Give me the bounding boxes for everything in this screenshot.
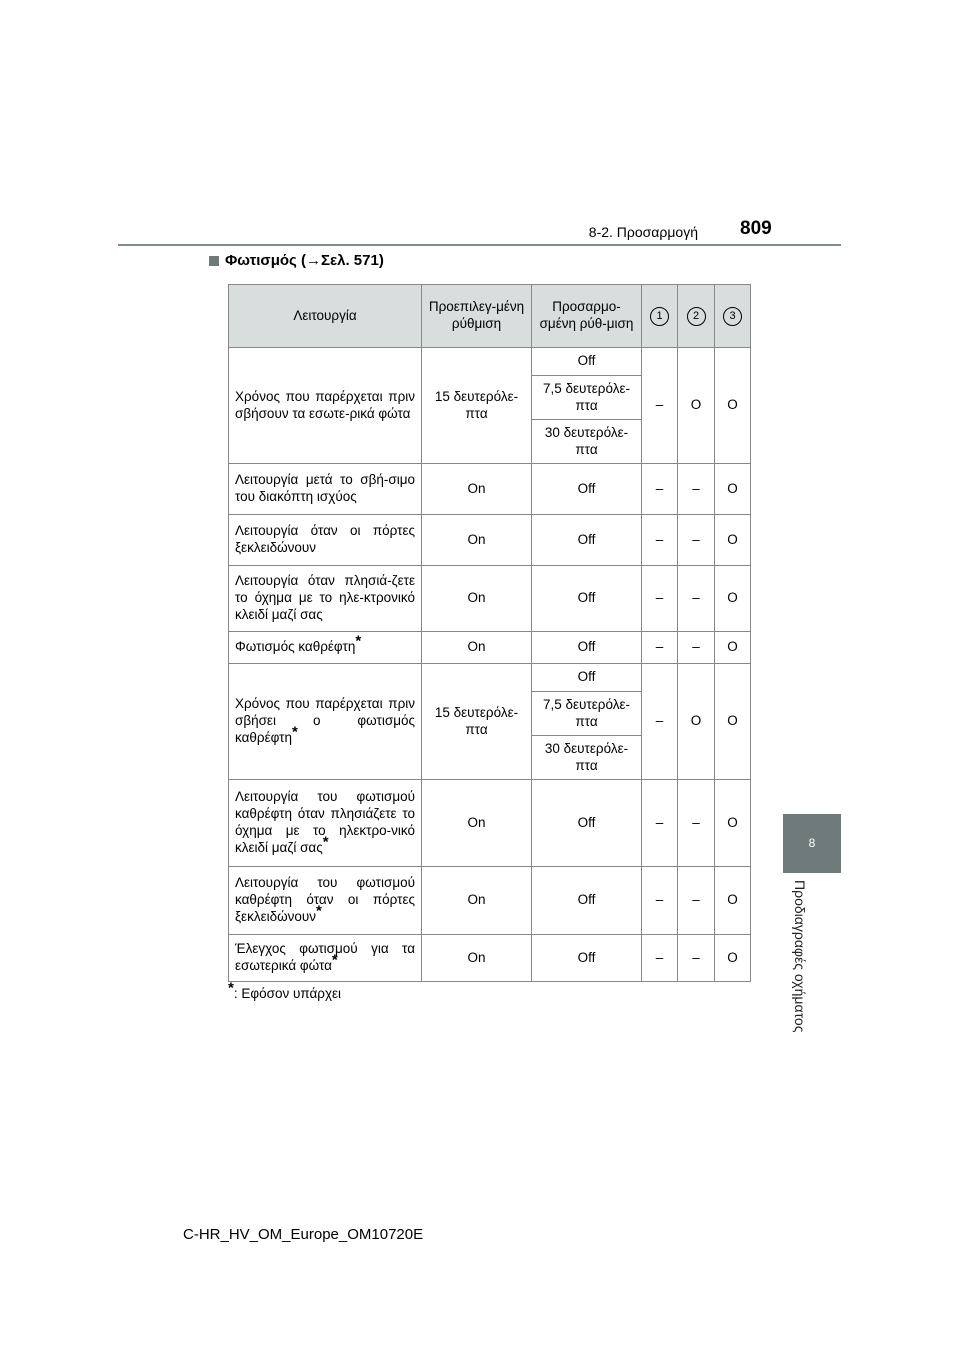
function-text: Λειτουργία του φωτισμού καθρέφτη όταν πλησιάζετε το όχημα με το ηλεκτρο-νικό κλειδί μαζί σας [235,789,415,855]
default-cell: On [422,566,532,632]
function-cell [229,780,422,867]
function-text: Έλεγχος φωτισμού για τα εσωτερικά φώτα [235,941,415,973]
table-row [229,935,751,982]
custom-cell: Off [532,515,642,566]
mark-cell-2: – [678,935,715,982]
chapter-tab: 8 [783,814,841,873]
mark-cell-2: – [678,566,715,632]
custom-cell: Off [532,632,642,664]
table-row [229,632,751,664]
table-row [229,566,751,632]
circled-number-2: 2 [687,307,706,326]
footnote-text: : Εφόσον υπάρχει [233,986,342,1001]
default-cell: On [422,515,532,566]
square-bullet-icon [209,256,219,266]
function-cell: Λειτουργία μετά το σβή-σιμο του διακόπτη ισχύος [229,464,422,515]
default-cell: 15 δευτερόλε-πτα [422,664,532,780]
function-cell [229,664,422,780]
table-row [229,515,751,566]
header-custom: Προσαρμο-σμένη ρύθ-μιση [532,285,642,348]
custom-option: Off [532,348,642,376]
custom-option: 7,5 δευτερόλε-πτα [532,376,642,420]
header-col-1 [642,285,678,348]
page-number: 809 [740,218,772,239]
mark-cell-1: – [642,780,678,867]
mark-cell-2: – [678,867,715,935]
section-title [209,252,384,269]
header-col-3 [715,285,751,348]
custom-option: 30 δευτερόλε-πτα [532,420,642,464]
custom-option: 7,5 δευτερόλε-πτα [532,692,642,736]
default-cell: On [422,867,532,935]
custom-cell: Off [532,566,642,632]
table-row [229,780,751,867]
table-row [229,348,751,376]
mark-cell-1: – [642,935,678,982]
mark-cell-3: O [715,464,751,515]
mark-cell-1: – [642,566,678,632]
mark-cell-2: – [678,632,715,664]
function-text: Φωτισμός καθρέφτη [235,639,356,655]
mark-cell-3: O [715,780,751,867]
mark-cell-3: O [715,935,751,982]
default-cell: On [422,632,532,664]
custom-cell: Off [532,780,642,867]
default-cell: On [422,464,532,515]
header-col-2 [678,285,715,348]
document-id: C-HR_HV_OM_Europe_OM10720E [183,1226,424,1243]
custom-cell: Off [532,935,642,982]
header-function: Λειτουργία [229,285,422,348]
mark-cell-2: O [678,664,715,780]
mark-cell-1: – [642,515,678,566]
mark-cell-3: O [715,867,751,935]
custom-cell: Off [532,464,642,515]
footnote-star: * [316,902,322,920]
mark-cell-3: O [715,664,751,780]
function-text: Χρόνος που παρέρχεται πριν σβήσει ο φωτισμός καθρέφτη [235,696,415,745]
mark-cell-1: – [642,464,678,515]
mark-cell-2: – [678,780,715,867]
table-row [229,867,751,935]
function-cell: Λειτουργία όταν πλησιά-ζετε το όχημα με το ηλε-κτρονικό κλειδί μαζί σας [229,566,422,632]
mark-cell-3: O [715,632,751,664]
circled-number-1: 1 [650,307,669,326]
chapter-label [786,880,814,1050]
custom-option: 30 δευτερόλε-πτα [532,736,642,780]
table-row [229,464,751,515]
custom-option: Off [532,664,642,692]
function-cell [229,935,422,982]
mark-cell-1: – [642,664,678,780]
mark-cell-1: – [642,867,678,935]
section-heading: 8-2. Προσαρμογή [588,224,698,240]
function-cell: Λειτουργία όταν οι πόρτες ξεκλειδώνουν [229,515,422,566]
mark-cell-3: O [715,348,751,464]
mark-cell-1: – [642,348,678,464]
footnote [228,979,342,1001]
default-cell: On [422,780,532,867]
header-divider [118,244,841,246]
mark-cell-2: O [678,348,715,464]
function-cell [229,867,422,935]
default-cell: 15 δευτερόλε-πτα [422,348,532,464]
section-title-text: Φωτισμός (→Σελ. 571) [225,252,384,269]
settings-table [228,284,751,982]
function-cell: Χρόνος που παρέρχεται πριν σβήσουν τα εσωτε-ρικά φώτα [229,348,422,464]
footnote-star: * [228,979,234,997]
mark-cell-2: – [678,515,715,566]
mark-cell-1: – [642,632,678,664]
footnote-star: * [355,632,362,650]
custom-cell: Off [532,867,642,935]
footnote-star: * [292,723,298,741]
mark-cell-3: O [715,566,751,632]
default-cell: On [422,935,532,982]
table-header-row [229,285,751,348]
table-row [229,664,751,692]
footnote-star: * [331,951,338,969]
function-cell [229,632,422,664]
function-text: Λειτουργία του φωτισμού καθρέφτη όταν οι πόρτες ξεκλειδώνουν [235,875,415,924]
header-default: Προεπιλεγ-μένη ρύθμιση [422,285,532,348]
circled-number-3: 3 [723,307,742,326]
footnote-star: * [322,833,329,851]
mark-cell-3: O [715,515,751,566]
chapter-label-text: Προδιαγραφές οχήματος [792,880,808,1033]
mark-cell-2: – [678,464,715,515]
